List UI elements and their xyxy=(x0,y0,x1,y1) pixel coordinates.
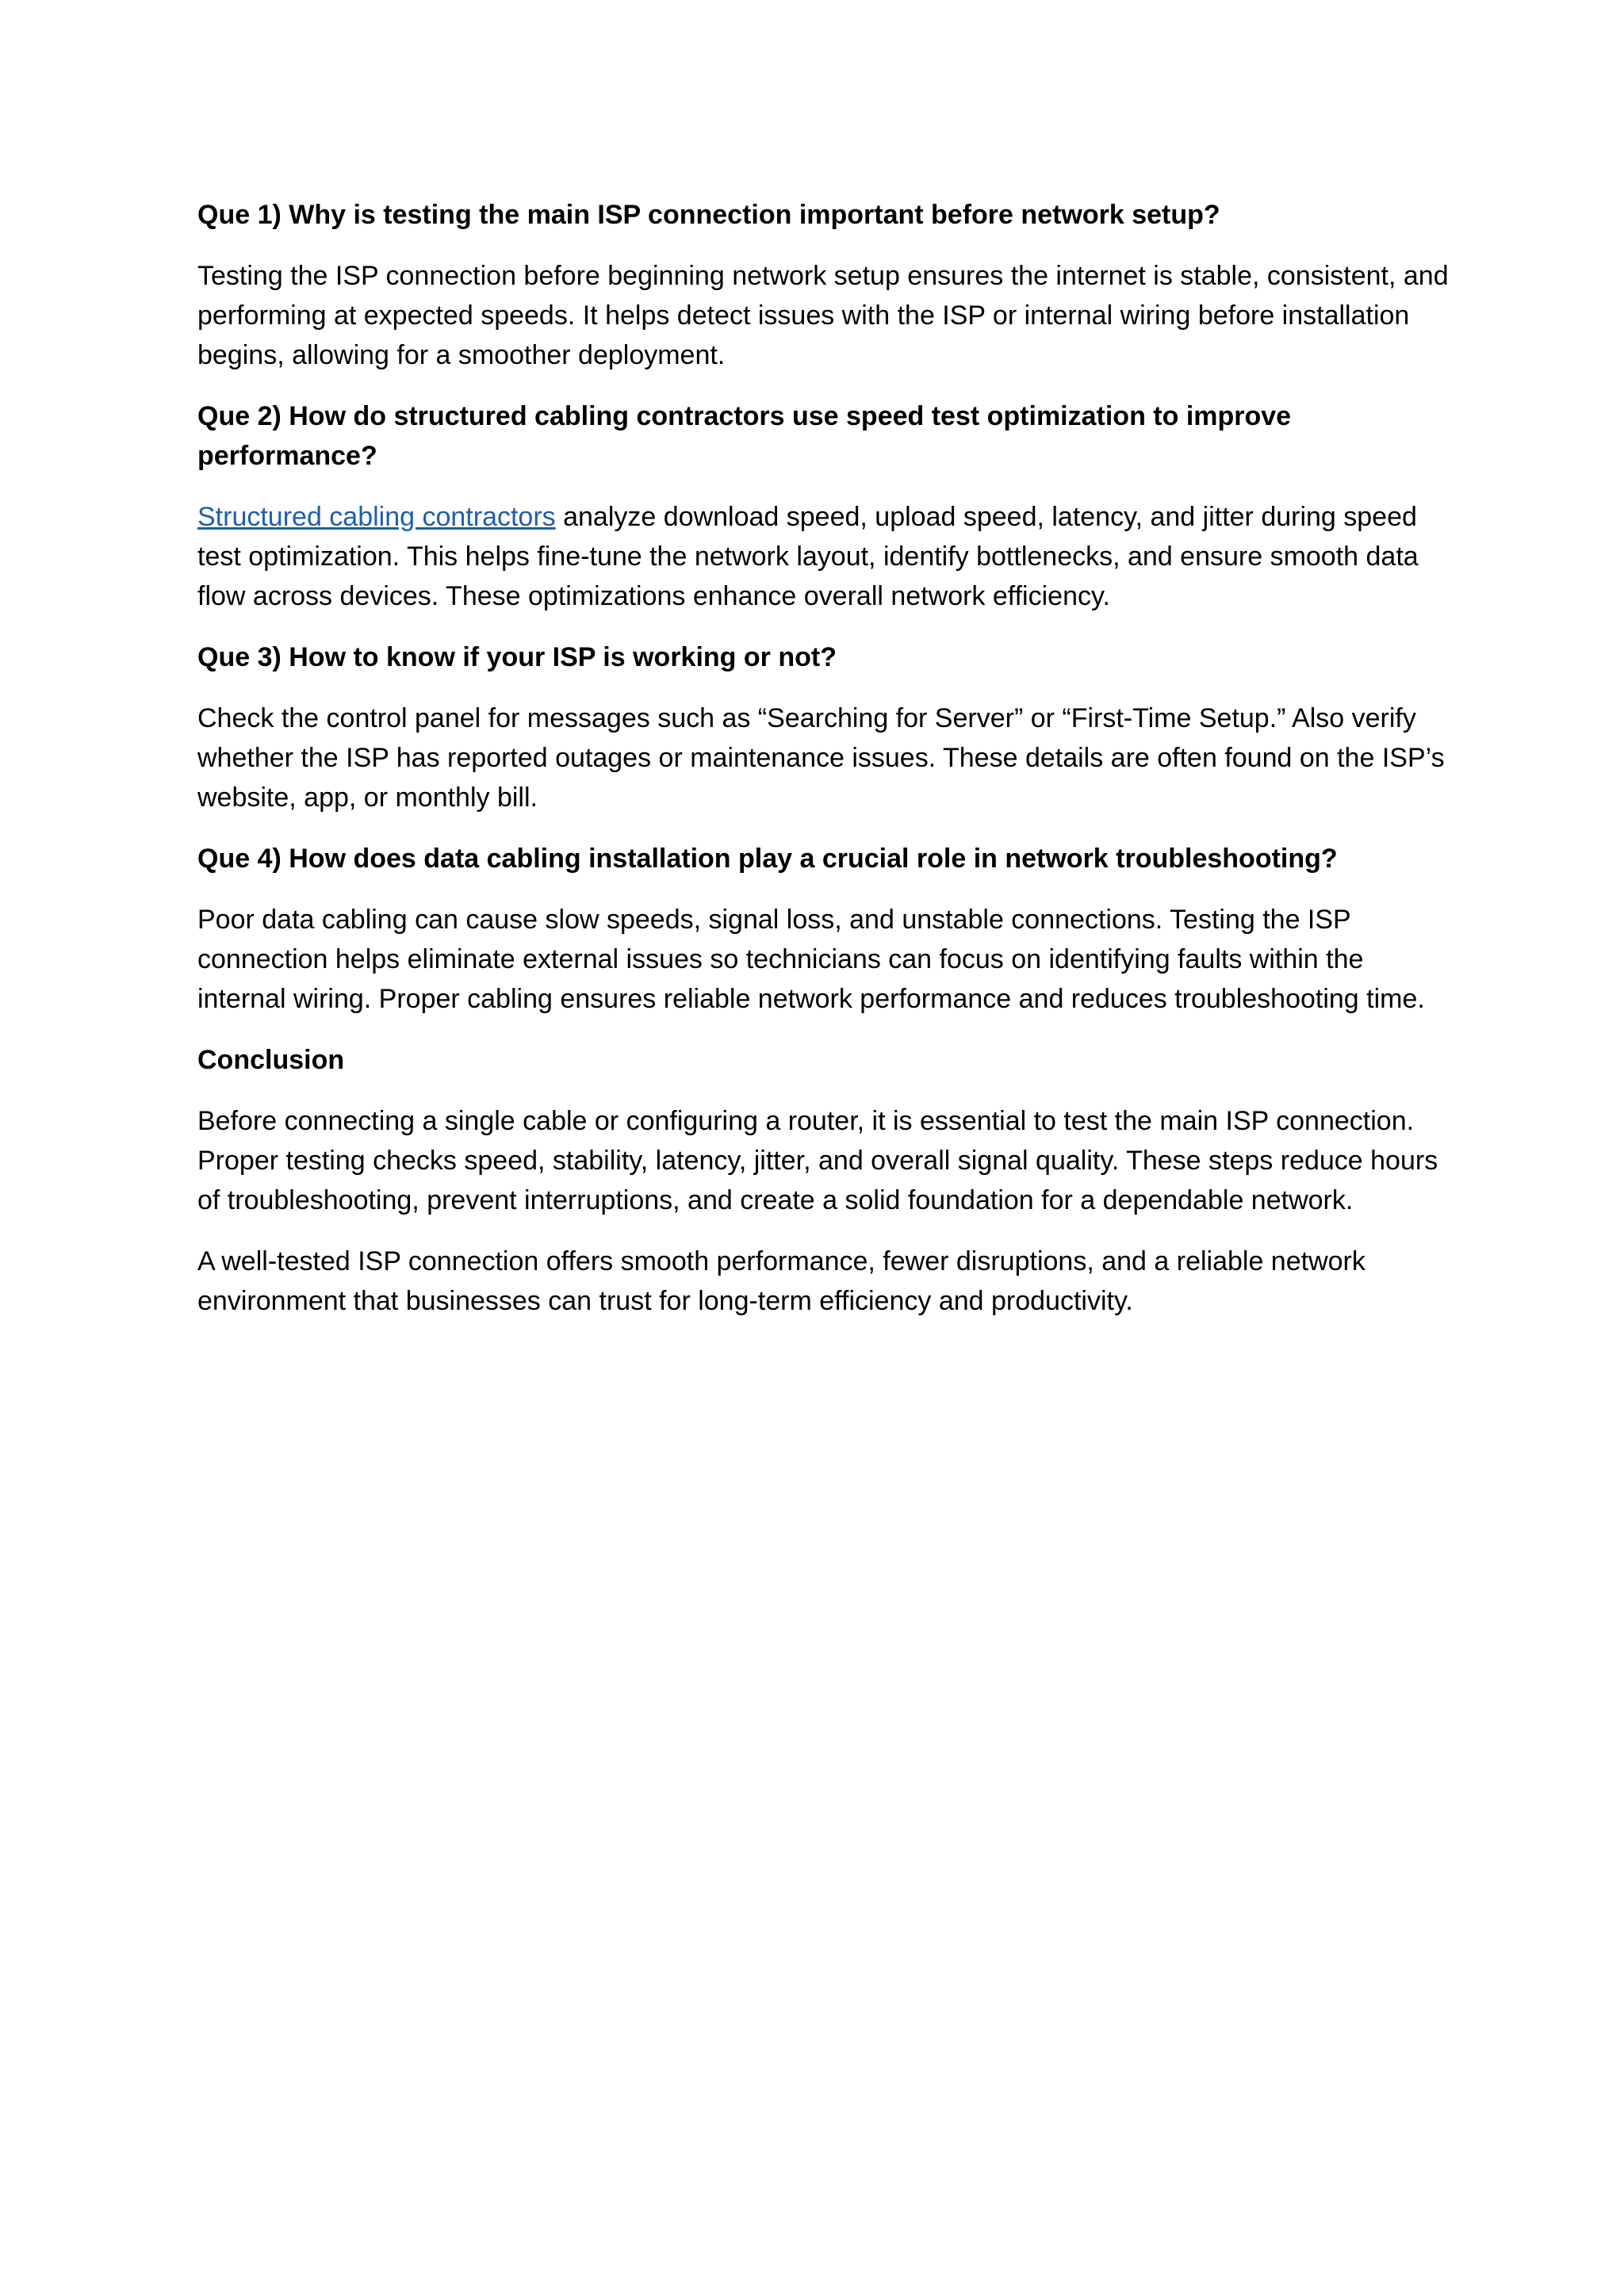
question-3-heading: Que 3) How to know if your ISP is working or not? xyxy=(197,642,837,672)
question-2-heading: Que 2) How do structured cabling contractors use speed test optimization to improve performance? xyxy=(197,401,1292,471)
question-4-answer: Poor data cabling can cause slow speeds, signal loss, and unstable connections. Testing the ISP connection helps eliminate external issues so technicians can focus on identifying faults within the internal wiring. Proper cabling ensures reliable network performance and reduces troubleshooting time. xyxy=(197,905,1425,1014)
question-2-answer-text: analyze download speed, upload speed, latency, and jitter during speed test optimization. This helps fine-tune the network layout, identify bottlenecks, and ensure smooth data flow across devices. These optimizations enhance overall network efficiency. xyxy=(197,502,1419,611)
question-4-heading: Que 4) How does data cabling installation play a crucial role in network troubleshooting? xyxy=(197,844,1338,874)
question-1-heading: Que 1) Why is testing the main ISP connection important before network setup? xyxy=(197,200,1220,230)
structured-cabling-contractors-link[interactable]: Structured cabling contractors xyxy=(197,502,556,532)
question-1-answer: Testing the ISP connection before beginning network setup ensures the internet is stable, consistent, and performing at expected speeds. It helps detect issues with the ISP or internal wiring before installation begins, allowing for a smoother deployment. xyxy=(197,261,1449,370)
question-3-answer: Check the control panel for messages such as “Searching for Server” or “First-Time Setup.” Also verify whether the ISP has reported outages or maintenance issues. These details are often found on the ISP’s website, app, or monthly bill. xyxy=(197,703,1445,813)
conclusion-paragraph-2: A well-tested ISP connection offers smooth performance, fewer disruptions, and a reliable network environment that businesses can trust for long-term efficiency and productivity. xyxy=(197,1246,1365,1316)
question-2-answer xyxy=(197,497,1450,616)
conclusion-paragraph-1: Before connecting a single cable or configuring a router, it is essential to test the main ISP connection. Proper testing checks speed, stability, latency, jitter, and overall signal quality. These steps reduce hours of troubleshooting, prevent interruptions, and create a solid foundation for a dependable network. xyxy=(197,1106,1438,1215)
conclusion-heading: Conclusion xyxy=(197,1045,345,1075)
document-body xyxy=(197,195,1450,1342)
